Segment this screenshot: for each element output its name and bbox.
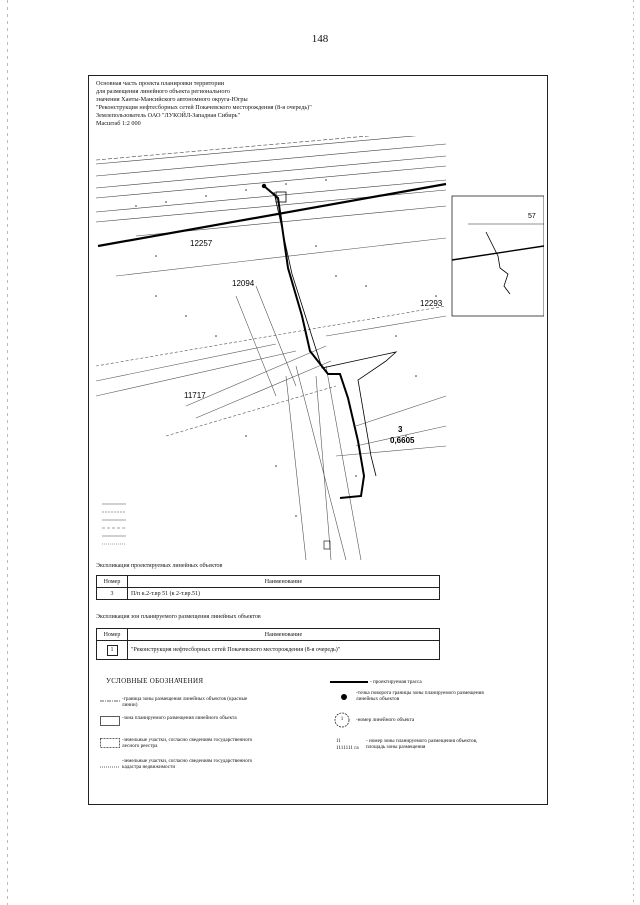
legend-item: - проектируемая трасса [370, 679, 422, 685]
header-line: для размещения линейного объекта регионального [96, 88, 230, 95]
table-header-row [97, 576, 440, 588]
cadastre-parcel-symbol [100, 762, 120, 772]
legend-item: - номер зоны планируемого размещения объектов, площадь зоны размещения [366, 738, 478, 751]
table-cell: 1 [97, 641, 128, 660]
table-header: Наименование [128, 629, 440, 641]
legend-item: -номер линейного объекта [356, 717, 415, 723]
table-cell: "Реконструкция нефтесборных сетей Покачевского месторождения (8-я очередь)" [128, 641, 440, 660]
legend-title: УСЛОВНЫЕ ОБОЗНАЧЕНИЯ [106, 677, 204, 685]
table-cell: 3 [97, 588, 128, 600]
road-corridor [96, 136, 446, 236]
forest-parcel-symbol [100, 738, 120, 748]
inset-label: 57 [528, 213, 536, 220]
table-header: Наименование [128, 576, 440, 588]
header-line: Масштаб 1:2 000 [96, 120, 141, 127]
header-line: Землепользователь ОАО "ЛУКОЙЛ-Западная Сибирь" [96, 112, 241, 119]
legend-item: -земельные участки, согласно сведениям государственного лесного реестра [122, 737, 253, 750]
table-header-row [97, 629, 440, 641]
turning-point-symbol [340, 693, 348, 701]
map-mini-legend [102, 504, 126, 544]
zone-number-sample: 11 [336, 738, 341, 744]
map-header [96, 80, 312, 128]
scan-edge-right [633, 0, 634, 905]
header-line: значения Ханты-Мансийского автономного округа-Югры [96, 96, 248, 103]
legend-item: -точка поворота границы зоны планируемого размещения линейных объектов [356, 690, 484, 703]
parcel-label: 12293 [420, 299, 443, 308]
zone-symbol [100, 716, 120, 726]
legend-item: -зона планируемого размещения линейного объекта [122, 715, 237, 721]
zone-area-sample: 1111111 га [336, 745, 359, 751]
explication1-table [96, 575, 440, 600]
object-number: 1 [340, 716, 344, 722]
survey-points [135, 179, 437, 517]
scan-edge-left [7, 0, 8, 905]
parcel-label: 12257 [190, 239, 213, 248]
explication2-title: Экспликация зон планируемого размещения линейных объектов [96, 614, 261, 620]
table-cell: П/п к.2-т.вр 51 (к 2-т.вр.51) [128, 588, 440, 600]
legend-item: -граница зоны размещения линейных объектов (красные линии) [122, 696, 248, 709]
turning-point [262, 184, 266, 188]
explication2-table [96, 628, 440, 660]
table-header: Номер [97, 629, 128, 641]
header-line: Основная часть проекта планировки территории [96, 80, 225, 87]
zone-number: 3 [398, 425, 403, 434]
planning-map [96, 136, 544, 560]
parcel-boundaries [96, 238, 446, 560]
parcel-label: 12094 [232, 279, 255, 288]
table-header: Номер [97, 576, 128, 588]
explication1-title: Экспликация проектируемых линейных объектов [96, 563, 223, 569]
page-number: 148 [311, 33, 329, 45]
table-row [97, 588, 440, 600]
table-row [97, 641, 440, 660]
header-line: "Реконструкция нефтесборных сетей Покачевского месторождения (8-я очередь)" [96, 104, 312, 111]
route-symbol [330, 680, 368, 684]
red-line-symbol [100, 698, 120, 704]
legend-item: -земельные участки, согласно сведениям государственного кадастра недвижимости [122, 758, 253, 771]
parcel-label: 11717 [184, 391, 206, 400]
zone-area: 0,6605 [390, 436, 415, 445]
